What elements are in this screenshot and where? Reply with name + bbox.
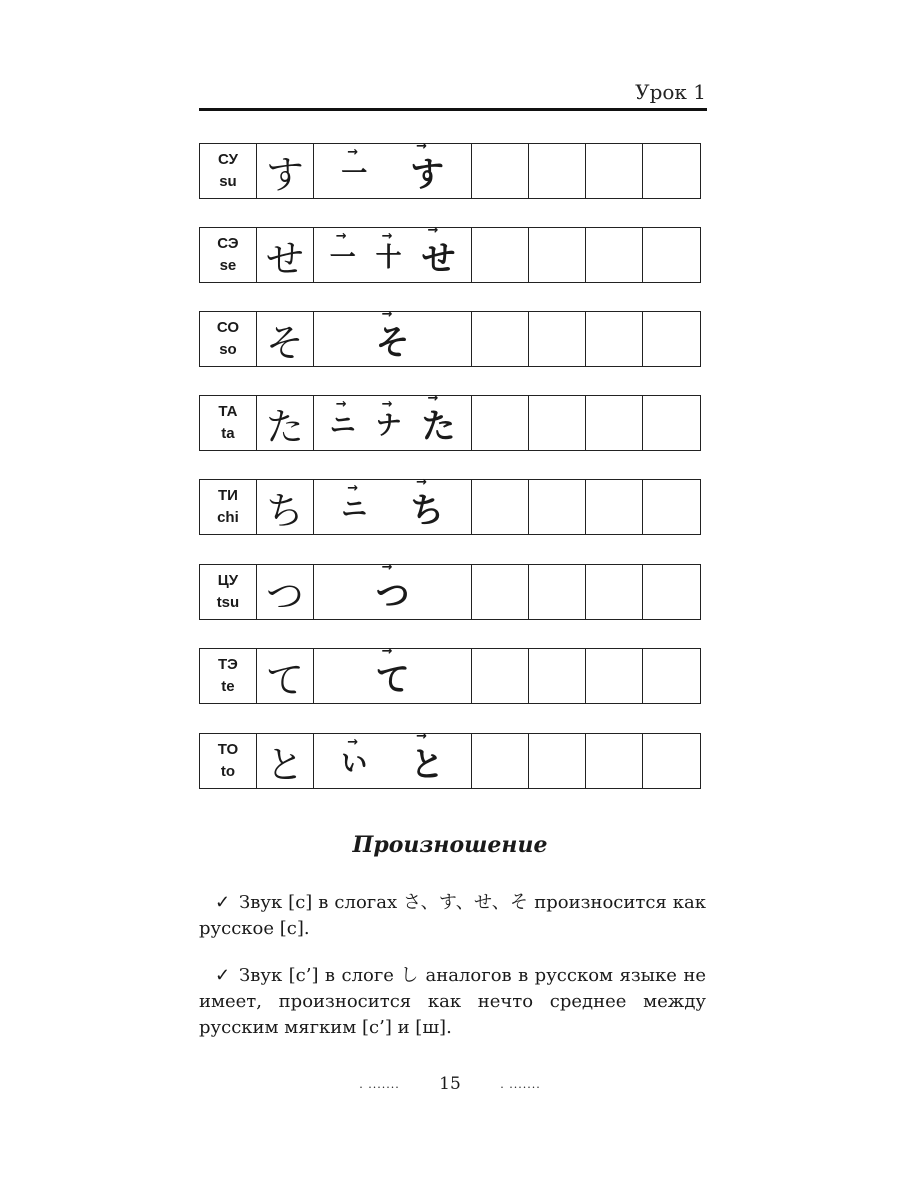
kana-row-so — [199, 306, 701, 367]
syllable-cyrillic: ЦУ — [217, 572, 239, 589]
header-title: Урок 1 — [635, 80, 706, 104]
practice-cell — [529, 480, 586, 534]
stroke-glyph: す — [410, 154, 445, 195]
stroke-step — [375, 228, 402, 274]
check-mark-icon: ✓ — [215, 965, 231, 986]
stroke-order-cell — [314, 138, 473, 198]
syllable-label — [200, 480, 257, 534]
stroke-glyph: ナ — [375, 410, 402, 441]
syllable-cyrillic: ТИ — [217, 487, 238, 504]
hiragana-character: そ — [257, 312, 314, 366]
practice-cell — [586, 312, 643, 366]
stroke-step — [375, 396, 402, 442]
practice-cell — [643, 228, 700, 282]
stroke-arrow-icon: → — [381, 643, 393, 659]
stroke-step — [341, 480, 368, 526]
stroke-glyph: つ — [375, 575, 410, 616]
syllable-cyrillic: ТА — [218, 403, 238, 420]
practice-cell — [586, 396, 643, 450]
practice-cell — [643, 480, 700, 534]
syllable-label — [200, 649, 257, 703]
stroke-arrow-icon: → — [416, 138, 427, 154]
stroke-step — [375, 306, 410, 364]
paragraph-1-text: Звук [с] в слогах さ、す、せ、そ произносится как русское [с]. — [199, 892, 706, 939]
stroke-order-cell — [314, 728, 473, 788]
syllable-romaji: su — [219, 173, 237, 190]
kana-row-te — [199, 643, 701, 704]
stroke-arrow-icon: → — [427, 390, 439, 406]
practice-cell — [472, 396, 529, 450]
practice-cell — [529, 312, 586, 366]
stroke-order-cell — [314, 390, 473, 450]
practice-cell — [586, 144, 643, 198]
stroke-arrow-icon: → — [427, 222, 439, 238]
syllable-label — [200, 734, 257, 788]
hiragana-character: て — [257, 649, 314, 703]
kana-row-ta — [199, 390, 701, 451]
syllable-cyrillic: ТЭ — [218, 656, 238, 673]
kana-row-tsu — [199, 559, 701, 620]
kana-row-su — [199, 138, 701, 199]
footer-dots-left: . ....... — [359, 1078, 400, 1091]
hiragana-character: つ — [257, 565, 314, 619]
syllable-label — [200, 144, 257, 198]
stroke-arrow-icon: → — [381, 559, 393, 575]
practice-cell — [643, 396, 700, 450]
stroke-step — [329, 228, 356, 274]
hiragana-character: ち — [257, 480, 314, 534]
practice-cell — [472, 565, 529, 619]
stroke-step — [341, 144, 368, 190]
stroke-arrow-icon: → — [347, 734, 359, 750]
practice-cell — [643, 312, 700, 366]
practice-cell — [472, 228, 529, 282]
syllable-label — [200, 228, 257, 282]
stroke-arrow-icon: → — [416, 728, 427, 744]
stroke-glyph: せ — [421, 238, 456, 279]
syllable-label — [200, 312, 257, 366]
stroke-glyph: た — [421, 406, 456, 447]
practice-cell — [586, 480, 643, 534]
stroke-arrow-icon: → — [347, 480, 359, 496]
practice-cell — [586, 565, 643, 619]
practice-cell — [643, 144, 700, 198]
stroke-step — [329, 396, 356, 442]
stroke-order-cell — [314, 559, 473, 619]
stroke-arrow-icon: → — [335, 396, 347, 412]
practice-cell — [472, 312, 529, 366]
stroke-step — [375, 643, 410, 701]
syllable-romaji: to — [220, 763, 236, 780]
stroke-arrow-icon: → — [347, 144, 359, 160]
practice-cell — [529, 734, 586, 788]
stroke-glyph: ち — [410, 490, 445, 531]
syllable-cyrillic: СУ — [217, 151, 238, 168]
stroke-glyph: ニ — [341, 494, 368, 525]
practice-cell — [529, 396, 586, 450]
syllable-romaji: se — [219, 257, 237, 274]
kana-row-se — [199, 222, 701, 283]
hiragana-character: た — [257, 396, 314, 450]
stroke-glyph: ニ — [329, 410, 356, 441]
syllable-romaji: te — [221, 678, 235, 695]
kana-row-chi — [199, 474, 701, 535]
check-mark-icon: ✓ — [215, 892, 231, 913]
stroke-order-cell — [314, 643, 473, 703]
practice-cell — [586, 649, 643, 703]
practice-cell — [586, 734, 643, 788]
stroke-step — [421, 222, 456, 280]
header-rule — [199, 108, 707, 111]
stroke-order-cell — [314, 474, 473, 534]
stroke-glyph: そ — [375, 322, 410, 363]
stroke-arrow-icon: → — [381, 396, 393, 412]
hiragana-character: す — [257, 144, 314, 198]
footer-dots-right: . ....... — [500, 1078, 541, 1091]
practice-cell — [529, 565, 586, 619]
syllable-cyrillic: СЭ — [217, 235, 239, 252]
stroke-step — [410, 728, 445, 786]
stroke-glyph: て — [375, 659, 410, 700]
syllable-label — [200, 565, 257, 619]
stroke-arrow-icon: → — [381, 306, 393, 322]
stroke-arrow-icon: → — [335, 228, 347, 244]
stroke-arrow-icon: → — [381, 228, 393, 244]
stroke-order-cell — [314, 222, 473, 282]
syllable-romaji: chi — [217, 509, 239, 526]
syllable-romaji: so — [219, 341, 237, 358]
stroke-order-cell — [314, 306, 473, 366]
page-number: 15 — [439, 1074, 461, 1094]
stroke-step — [410, 474, 445, 532]
stroke-glyph: 一 — [329, 242, 356, 273]
practice-cell — [472, 144, 529, 198]
practice-cell — [529, 144, 586, 198]
practice-cell — [529, 228, 586, 282]
paragraph-2-text: Звук [с’] в слоге し аналогов в русском языке не имеет, произносится как нечто среднее между русским мягким [с’] и [ш]. — [199, 965, 706, 1038]
section-title: Произношение — [352, 832, 548, 858]
stroke-glyph: い — [341, 748, 368, 779]
practice-cell — [586, 228, 643, 282]
syllable-label — [200, 396, 257, 450]
kana-row-to — [199, 728, 701, 789]
practice-cell — [472, 480, 529, 534]
syllable-romaji: tsu — [216, 594, 240, 611]
paragraph-2 — [199, 963, 706, 1041]
stroke-glyph: 一 — [341, 158, 368, 189]
syllable-cyrillic: СО — [216, 319, 240, 336]
practice-cell — [472, 649, 529, 703]
stroke-arrow-icon: → — [416, 474, 427, 490]
practice-cell — [472, 734, 529, 788]
practice-cell — [643, 565, 700, 619]
syllable-cyrillic: ТО — [217, 741, 239, 758]
hiragana-character: と — [257, 734, 314, 788]
stroke-step — [341, 734, 368, 780]
syllable-romaji: ta — [221, 425, 235, 442]
stroke-glyph: 十 — [375, 242, 402, 273]
hiragana-character: せ — [257, 228, 314, 282]
practice-cell — [643, 649, 700, 703]
practice-cell — [643, 734, 700, 788]
stroke-step — [410, 138, 445, 196]
stroke-glyph: と — [410, 744, 445, 785]
stroke-step — [375, 559, 410, 617]
stroke-step — [421, 390, 456, 448]
page-footer — [0, 1074, 900, 1094]
practice-cell — [529, 649, 586, 703]
paragraph-1 — [199, 890, 706, 942]
